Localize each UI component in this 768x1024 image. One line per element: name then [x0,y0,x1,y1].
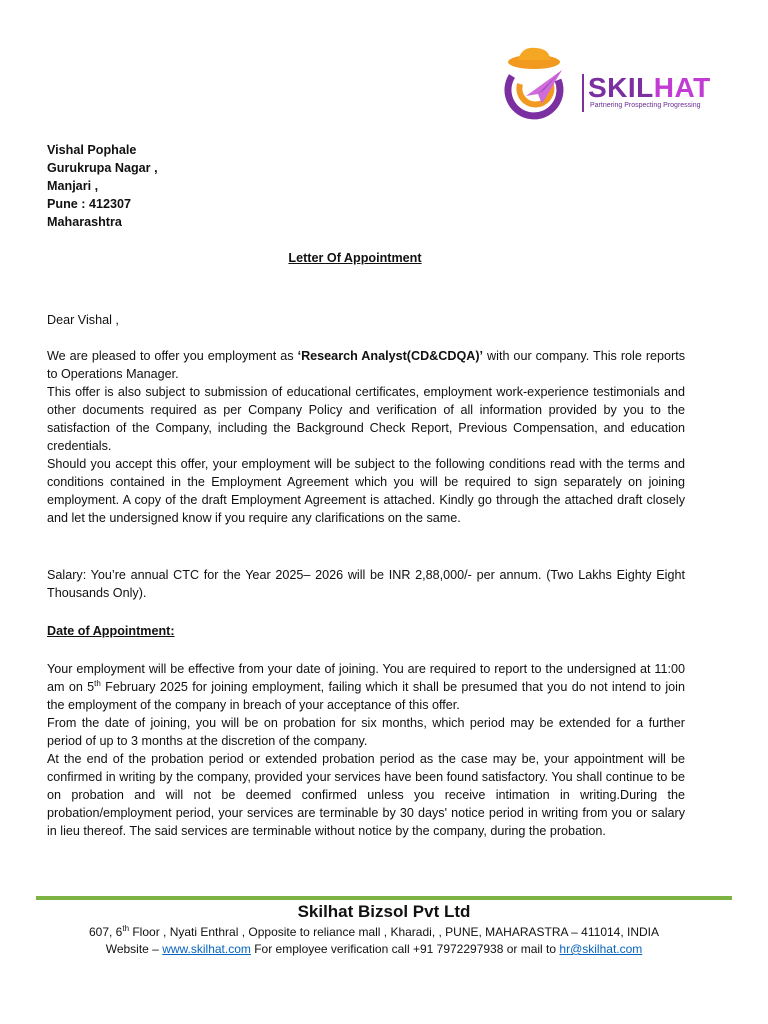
paragraph-joining [47,660,685,714]
offer-role: ‘Research Analyst(CD&CDQA)’ [297,349,484,363]
footer-address [0,924,748,958]
logo-brand-part1: SKIL [588,72,654,103]
offer-text-pre: We are pleased to offer you employment as [47,349,298,363]
date-of-appointment-heading: Date of Appointment: [47,624,175,638]
paragraph-probation: From the date of joining, you will be on probation for six months, which period may be extended for a further period of up to 3 months at the discretion of the company. [47,716,685,748]
footer-verify-text: For employee verification call +91 7972297938 or mail to [250,942,560,956]
letter-body-block-2 [47,660,685,840]
letter-title: Letter Of Appointment [288,251,422,265]
footer-addr-pre: 607, 6 [88,925,123,939]
paragraph-agreement: Should you accept this offer, your employment will be subject to the following conditions read with the terms and conditions contained in the Employment Agreement which you will be required to sign separately on joining employment. A copy of the draft Employment Agreement is attached. Kindly go through the attached draft closely and let the undersigned know if you require any clarifications on the same. [47,457,685,525]
paragraph-offer [47,347,685,383]
recipient-name: Vishal Pophale [47,143,137,157]
company-logo [492,44,724,124]
recipient-line2: Manjari , [47,179,99,193]
recipient-line3: Pune : 412307 [47,197,132,211]
email-link[interactable]: hr@skilhat.com [559,942,643,956]
logo-divider [582,74,584,112]
paragraph-conditions: This offer is also subject to submission of educational certificates, employment work-experience testimonials and other documents required as per Company Policy and verification of all information provided by you to the satisfaction of the Company, including the Background Check Report, Previous Compensation, and education credentials. [47,385,685,453]
footer-divider [36,896,732,900]
skilhat-emblem-icon [492,44,582,124]
joining-text-post: February 2025 for joining employment, failing which it shall be presumed that you do not intend to join the employment of the company in breach of your acceptance of this offer. [47,680,685,712]
logo-tagline: Partnering Prospecting Progressing [590,102,701,109]
footer-company-name: Skilhat Bizsol Pvt Ltd [297,902,471,921]
paragraph-confirmation: At the end of the probation period or extended probation period as the case may be, your appointment will be confirmed in writing by the company, provided your services have been found satisfactory. You shall continue to be on probation and will not be deemed confirmed unless you receive intimation in writing.During the probation/employment period, your services are terminable by 30 days' notice period in writing from you or salary in lieu thereof. The said services are terminable without notice by the company, during the probation. [47,752,685,838]
footer-contact-line [0,941,748,958]
recipient-line1: Gurukrupa Nagar , [47,161,158,175]
joining-date-suffix: th [94,678,101,688]
salary-text: Salary: You’re annual CTC for the Year 2025– 2026 will be INR 2,88,000/- per annum. (Two Lakhs Eighty Eight Thousands Only). [47,568,685,600]
offer-text-post: with our company. This role reports to Operations Manager. [47,349,686,381]
salary-block [47,566,685,602]
footer-addr-sup: th [122,924,130,933]
footer-address-line [0,924,748,941]
salutation-text: Dear Vishal , [47,313,119,327]
logo-brand-part2: HAT [653,72,711,103]
date-heading-block [47,622,685,640]
letter-body-block-1 [47,347,685,527]
footer-web-label: Website – [105,942,163,956]
website-link[interactable]: www.skilhat.com [162,942,251,956]
footer-addr-post: Floor , Nyati Enthral , Opposite to reliance mall , Kharadi, , PUNE, MAHARASTRA – 411014, INDIA [129,925,660,939]
logo-brand-text [588,72,711,104]
recipient-address [47,141,158,231]
recipient-line4: Maharashtra [47,215,122,229]
joining-text-pre: Your employment will be effective from your date of joining. You are required to report to the undersigned at 11:00 am on 5 [47,662,685,694]
salutation [47,311,685,329]
